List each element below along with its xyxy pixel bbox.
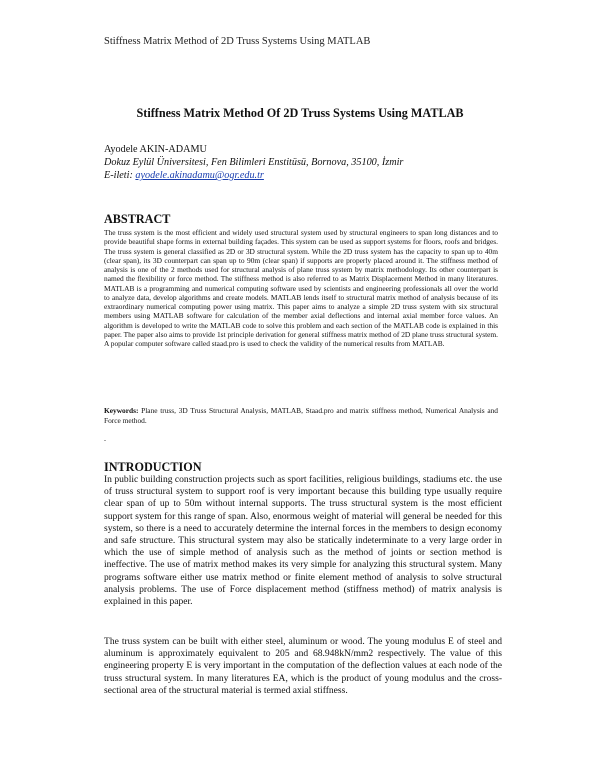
keywords-text: Plane truss, 3D Truss Structural Analysis, MATLAB, Staad.pro and matrix stiffness method, Numerical Analysis and Force method. [104, 406, 498, 425]
abstract-heading: ABSTRACT [104, 212, 171, 226]
running-header: Stiffness Matrix Method of 2D Truss Systems Using MATLAB [104, 36, 371, 47]
keywords-label: Keywords: [104, 406, 139, 415]
paper-title: Stiffness Matrix Method Of 2D Truss Systems Using MATLAB [136, 106, 464, 120]
abstract-text: The truss system is the most efficient and widely used structural system used by structural engineers to span long distances and to provide beautiful shape forms in external building façades. This system can be used as support systems for floors, roofs and bridges. The truss system is general classified as 2D or 3D structural system. While the 2D truss system has the capacity to span up to 40m (clear span), its 3D counterpart can span up to 90m (clear span) if supports are properly placed around it. The stiffness method of analysis is one of the 2 methods used for structural analysis of plane truss system by matrix methodology. Its other counterpart is named the flexibility or force method. The stiffness method is also referred to as Matrix Displacement Method in many literatures. MATLAB is a programming and numerical computing software used by scientists and engineering professionals all over the world to analyze data, develop algorithms and create models. MATLAB lends itself to structural matrix method of analysis because of its extraordinary numerical computing power using matrix. This paper aims to analyze a simple 2D truss system with six structural members using MATLAB software for calculation of the member axial deflections and internal axial member force values. An algorithm is developed to write the MATLAB code to solve this problem and each section of the MATLAB code is explained in this paper. The paper also aims to provide 1st principle derivation for general stiffness matrix method of 2D plane truss structural system. A popular computer software called staad.pro is used to check the validity of the numerical results from MATLAB. [104, 228, 498, 348]
email-label: E-ileti: [104, 170, 136, 181]
keywords [104, 406, 498, 425]
email-link[interactable]: ayodele.akinadamu@ogr.edu.tr [135, 170, 264, 181]
author-email-row [104, 169, 403, 182]
stray-mark: . [104, 434, 106, 443]
introduction-paragraph-2: The truss system can be built with either steel, aluminum or wood. The young modulus E of steel and aluminum is approximately equivalent to 205 and 68.948kN/mm2 respectively. The value of this engineering property E is very important in the computation of the deflection values at each node of the truss structural system. In many literatures EA, which is the product of young modulus and the cross-sectional area of the structural material is termed axial stiffness. [104, 636, 502, 696]
author-affiliation: Dokuz Eylül Üniversitesi, Fen Bilimleri Enstitüsü, Bornova, 35100, İzmir [104, 157, 404, 168]
author-block [104, 143, 403, 182]
author-name: Ayodele AKIN-ADAMU [104, 144, 207, 155]
introduction-paragraph-1: In public building construction projects such as sport facilities, religious buildings, stadiums etc. the use of truss structural system to support roof is very important because this building type usually require clear span of up to 50m without internal supports. The truss structural system is the most efficient support system for this range of span. Also, enormous weight of material will general be needed for this system, so there is a need to accurately determine the internal forces in the members to design economy and safe structure. This structural system may also be statically indeterminate to a very large order in which the use of simple method of analysis such as the method of joints or section method is ineffective. The use of matrix method makes its very simple for analyzing this structural system. Many programs software either use matrix method or finite element method of analysis to solve structural analysis problems. The use of Force displacement method (stiffness method) of matrix analysis is explained in this paper. [104, 474, 502, 608]
introduction-heading: INTRODUCTION [104, 460, 202, 474]
